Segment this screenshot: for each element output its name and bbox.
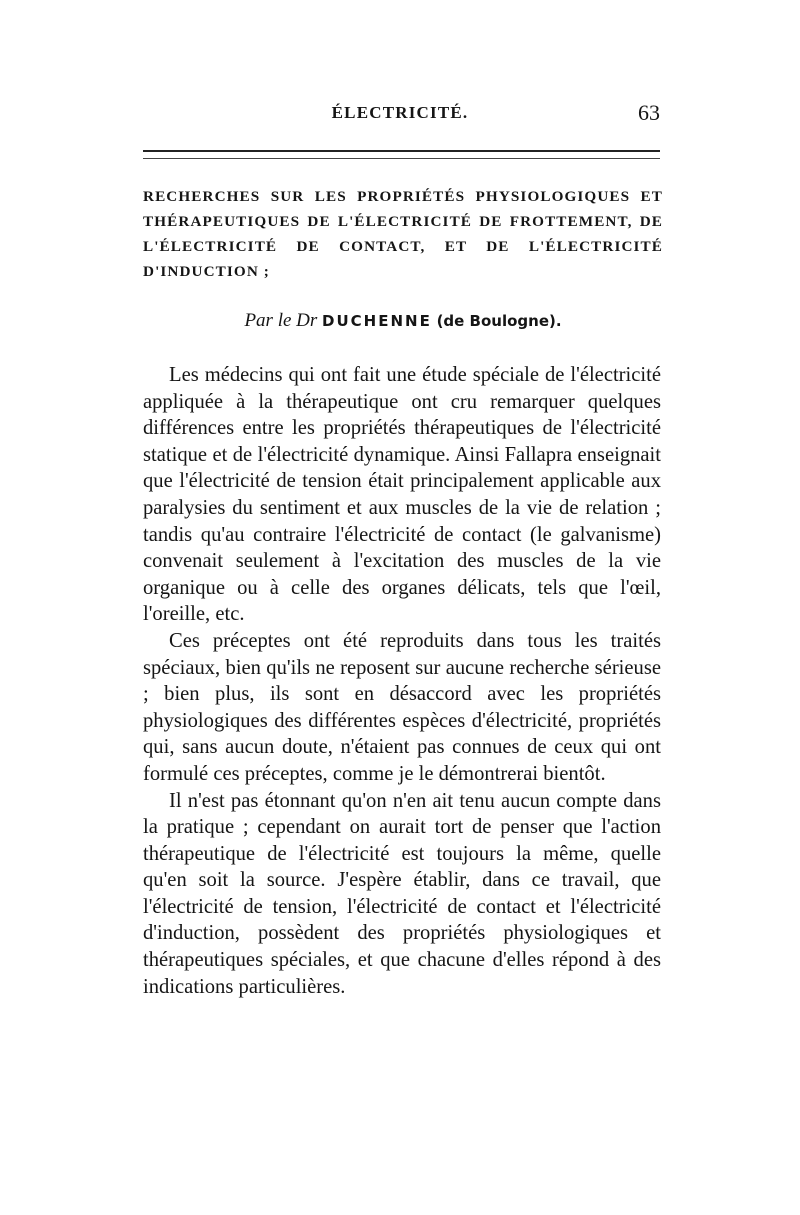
header-rule [143, 150, 660, 159]
running-head [140, 100, 660, 130]
article-title: RECHERCHES SUR LES PROPRIÉTÉS PHYSIOLOGIQUES ET THÉRAPEUTIQUES DE L'ÉLECTRICITÉ DE FROTTEMENT, DE L'ÉLECTRICITÉ DE CONTACT, ET DE L'ÉLECTRICITÉ D'INDUCTION ; [143, 188, 663, 280]
paragraph: Ces préceptes ont été reproduits dans tous les traités spéciaux, bien qu'ils ne reposent sur aucune recherche sérieuse ; bien plus, ils sont en désaccord avec les propriétés physiologiques des différentes espèces d'électricité, propriétés qui, sans aucun doute, n'étaient pas connues de ceux qui ont formulé ces préceptes, comme je le démontrerai bientôt. [143, 629, 661, 785]
paragraph: Il n'est pas étonnant qu'on n'en ait tenu aucun compte dans la pratique ; cependant on aurait tort de penser que l'action thérapeutique de l'électricité est toujours la même, quelle qu'en soit la source. J'espère établir, dans ce travail, que l'électricité de tension, l'électricité de contact et l'électricité d'induction, possèdent des propriétés physiologiques et thérapeutiques spéciales, et que chacune d'elles répond à des indications particulières. [143, 789, 661, 998]
article-body [143, 362, 661, 1000]
byline [143, 310, 663, 332]
byline-prefix: Par le Dr [244, 310, 318, 331]
paragraph: Les médecins qui ont fait une étude spéciale de l'électricité appliquée à la thérapeutique ont cru remarquer quelques différences entre les propriétés thérapeutiques de l'électricité statique et de l'électricité dynamique. Ainsi Fallapra enseignait que l'électricité de tension était principalement applicable aux paralysies du sentiment et aux muscles de la vie de relation ; tandis qu'au contraire l'électricité de contact (le galvanisme) convenait seulement à l'excitation des muscles de la vie organique ou à celle des organes délicats, tels que l'œil, l'oreille, etc. [143, 364, 661, 626]
running-title: ÉLECTRICITÉ. [331, 103, 469, 122]
byline-place: (de Boulogne). [436, 312, 562, 330]
page-number: 63 [638, 100, 660, 125]
byline-author: DUCHENNE [322, 312, 432, 330]
